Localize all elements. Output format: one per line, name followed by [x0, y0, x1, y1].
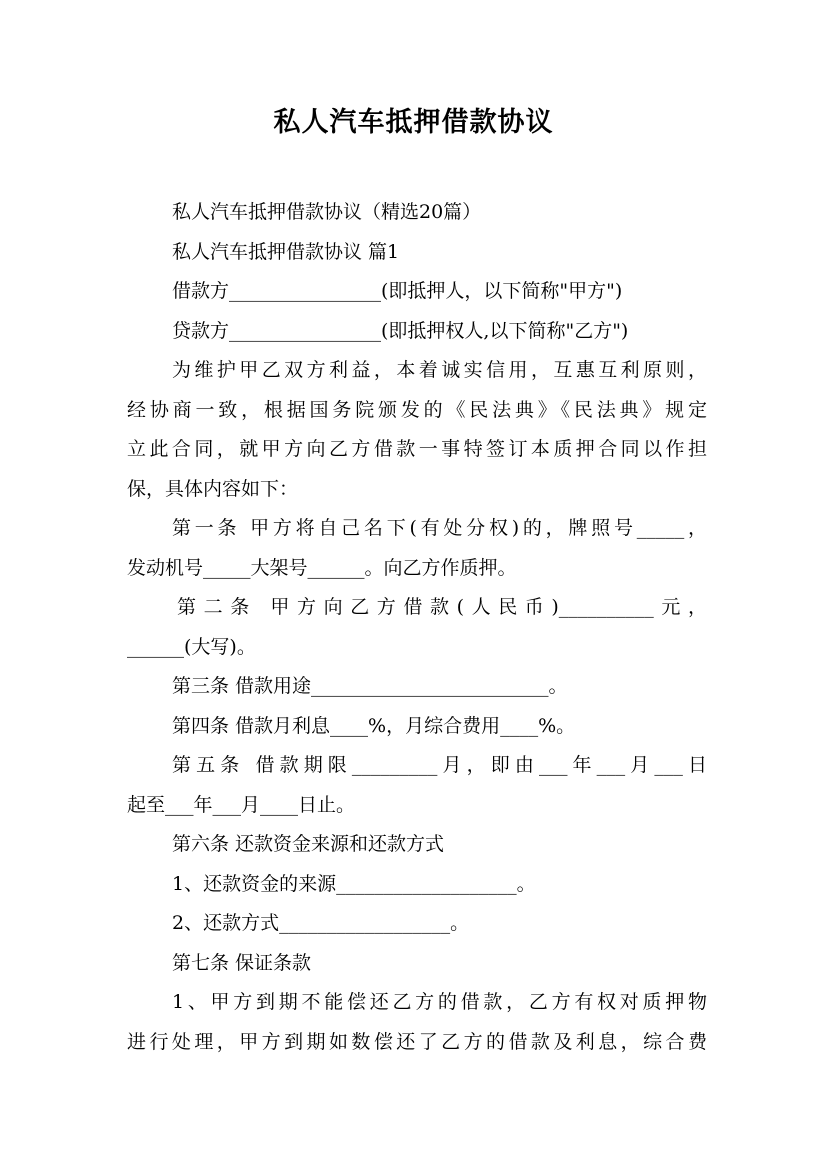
doc-line: 为维护甲乙双方利益，本着诚实信用，互惠互利原则， [172, 359, 707, 381]
doc-line: 1、甲方到期不能偿还乙方的借款，乙方有权对质押物 [172, 991, 707, 1013]
document-body [127, 193, 707, 1062]
doc-line: 进行处理，甲方到期如数偿还了乙方的借款及利息，综合费 [127, 1030, 707, 1053]
doc-line: 第七条 保证条款 [172, 951, 312, 974]
doc-line: 保，具体内容如下： [127, 477, 299, 500]
doc-line: ______(大写)。 [127, 635, 256, 658]
doc-line: 私人汽车抵押借款协议（精选20篇） [172, 201, 482, 223]
doc-line: 发动机号_____大架号______。向乙方作质押。 [127, 556, 517, 579]
doc-line: 1、还款资金的来源___________________。 [172, 872, 536, 895]
doc-line: 起至___年___月____日止。 [127, 793, 356, 816]
doc-line: 第三条 借款用途_________________________。 [172, 675, 568, 697]
doc-line: 第六条 还款资金来源和还款方式 [172, 833, 445, 855]
doc-line: 2、还款方式__________________。 [172, 912, 470, 934]
doc-line: 借款方________________(即抵押人，以下简称"甲方") [172, 280, 623, 302]
doc-line: 贷款方________________(即抵押权人,以下简称"乙方") [172, 319, 629, 342]
doc-line: 第五条 借款期限_________月，即由___年___月___日 [172, 754, 707, 776]
doc-line: 经协商一致，根据国务院颁发的《民法典》《民法典》规定 [127, 398, 707, 421]
doc-line: 私人汽车抵押借款协议 篇1 [172, 240, 400, 263]
doc-line: 立此合同，就甲方向乙方借款一事特签订本质押合同以作担 [127, 438, 707, 460]
doc-line: 第四条 借款月利息____%，月综合费用____%。 [172, 714, 576, 737]
document-title: 私人汽车抵押借款协议 [273, 107, 554, 138]
doc-line: 第二条 甲方向乙方借款(人民币)__________元， [177, 596, 707, 618]
doc-line: 第一条 甲方将自己名下(有处分权)的，牌照号_____， [172, 517, 707, 539]
